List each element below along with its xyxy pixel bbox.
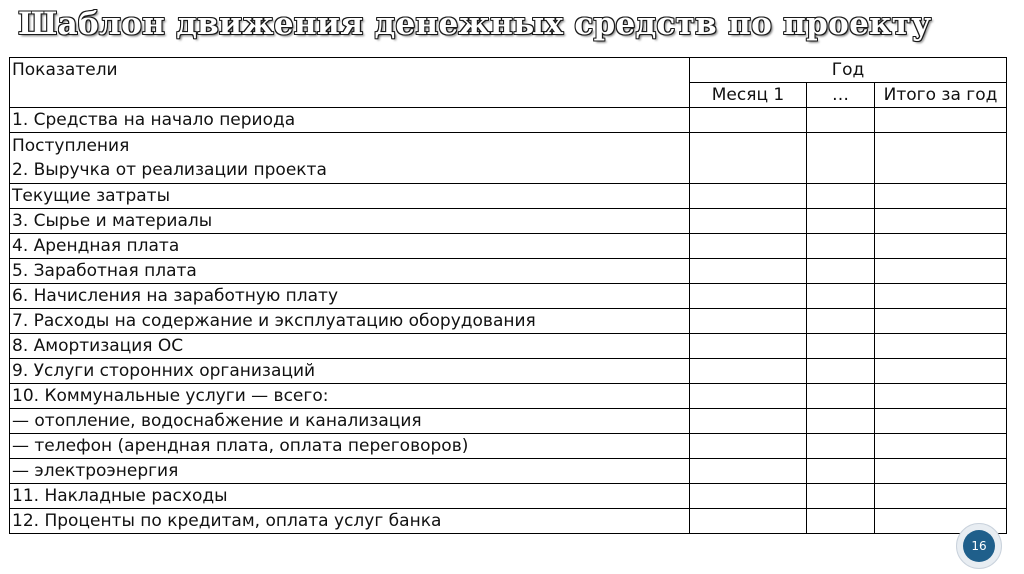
cell-year-total[interactable] [875, 184, 1007, 209]
row-label: 7. Расходы на содержание и эксплуатацию оборудования [10, 309, 690, 334]
table-row [10, 184, 1007, 209]
header-row [10, 58, 1007, 83]
table-row [10, 484, 1007, 509]
cell-month-1[interactable] [690, 133, 807, 184]
cell-month-1[interactable] [690, 259, 807, 284]
row-label: — телефон (арендная плата, оплата переговоров) [10, 434, 690, 459]
cell-year-total[interactable] [875, 284, 1007, 309]
cell-ellipsis[interactable] [807, 359, 875, 384]
table-row [10, 434, 1007, 459]
table-row [10, 284, 1007, 309]
page-number: 16 [963, 530, 995, 562]
cell-year-total[interactable] [875, 459, 1007, 484]
table-row [10, 108, 1007, 133]
row-label: 12. Проценты по кредитам, оплата услуг банка [10, 509, 690, 534]
cell-month-1[interactable] [690, 334, 807, 359]
cell-ellipsis[interactable] [807, 309, 875, 334]
row-label: — электроэнергия [10, 459, 690, 484]
row-label: 9. Услуги сторонних организаций [10, 359, 690, 384]
cell-ellipsis[interactable] [807, 209, 875, 234]
cell-year-total[interactable] [875, 259, 1007, 284]
cell-month-1[interactable] [690, 359, 807, 384]
row-label: 4. Арендная плата [10, 234, 690, 259]
header-indicators: Показатели [10, 58, 690, 108]
cell-year-total[interactable] [875, 234, 1007, 259]
header-month-1: Месяц 1 [690, 83, 807, 108]
cell-month-1[interactable] [690, 459, 807, 484]
cell-year-total[interactable] [875, 133, 1007, 184]
table-row [10, 384, 1007, 409]
row-label: Поступления 2. Выручка от реализации проекта [10, 133, 690, 184]
header-year: Год [690, 58, 1007, 83]
table-row [10, 459, 1007, 484]
cell-year-total[interactable] [875, 359, 1007, 384]
row-label: 6. Начисления на заработную плату [10, 284, 690, 309]
cell-ellipsis[interactable] [807, 334, 875, 359]
cell-ellipsis[interactable] [807, 384, 875, 409]
row-label: 11. Накладные расходы [10, 484, 690, 509]
row-label: Текущие затраты [10, 184, 690, 209]
cell-ellipsis[interactable] [807, 108, 875, 133]
row-label: 10. Коммунальные услуги — всего: [10, 384, 690, 409]
cell-month-1[interactable] [690, 509, 807, 534]
cell-month-1[interactable] [690, 434, 807, 459]
cell-ellipsis[interactable] [807, 133, 875, 184]
cell-year-total[interactable] [875, 108, 1007, 133]
cell-ellipsis[interactable] [807, 234, 875, 259]
cell-month-1[interactable] [690, 384, 807, 409]
table-row [10, 409, 1007, 434]
cell-month-1[interactable] [690, 209, 807, 234]
cell-ellipsis[interactable] [807, 259, 875, 284]
cell-ellipsis[interactable] [807, 434, 875, 459]
cell-ellipsis[interactable] [807, 509, 875, 534]
cell-month-1[interactable] [690, 234, 807, 259]
cell-year-total[interactable] [875, 309, 1007, 334]
table-row [10, 334, 1007, 359]
cell-year-total[interactable] [875, 209, 1007, 234]
page-number-badge [956, 523, 1002, 569]
header-ellipsis: … [807, 83, 875, 108]
cell-month-1[interactable] [690, 484, 807, 509]
cell-ellipsis[interactable] [807, 284, 875, 309]
cell-ellipsis[interactable] [807, 459, 875, 484]
slide-title: Шаблон движения денежных средств по проекту [18, 6, 932, 42]
cell-month-1[interactable] [690, 309, 807, 334]
row-label: 1. Средства на начало периода [10, 108, 690, 133]
cash-flow-table [9, 57, 1007, 534]
cell-year-total[interactable] [875, 334, 1007, 359]
cell-month-1[interactable] [690, 284, 807, 309]
table-row [10, 309, 1007, 334]
cell-year-total[interactable] [875, 409, 1007, 434]
row-label: 8. Амортизация ОС [10, 334, 690, 359]
header-year-total: Итого за год [875, 83, 1007, 108]
row-label: 5. Заработная плата [10, 259, 690, 284]
cell-ellipsis[interactable] [807, 484, 875, 509]
cell-year-total[interactable] [875, 384, 1007, 409]
table-row [10, 359, 1007, 384]
cell-ellipsis[interactable] [807, 409, 875, 434]
cell-year-total[interactable] [875, 484, 1007, 509]
table-row [10, 209, 1007, 234]
cell-month-1[interactable] [690, 108, 807, 133]
cell-month-1[interactable] [690, 184, 807, 209]
table-row [10, 259, 1007, 284]
cell-ellipsis[interactable] [807, 184, 875, 209]
cell-month-1[interactable] [690, 409, 807, 434]
table-row [10, 234, 1007, 259]
table-row [10, 133, 1007, 184]
row-label: 3. Сырье и материалы [10, 209, 690, 234]
table-row [10, 509, 1007, 534]
row-label: — отопление, водоснабжение и канализация [10, 409, 690, 434]
cell-year-total[interactable] [875, 434, 1007, 459]
